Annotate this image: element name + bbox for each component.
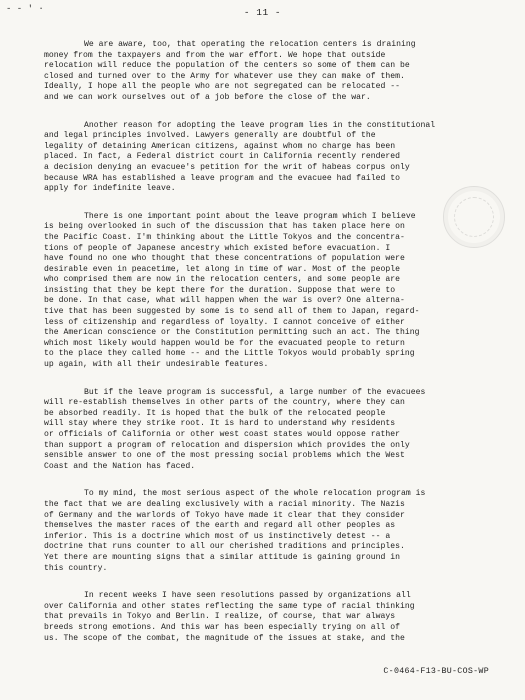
text-line: the Pacific Coast. I'm thinking about the Little Tokyos and the concentra- xyxy=(44,232,405,242)
text-line: that prevails in Tokyo and Berlin. I realize, of course, that war always xyxy=(44,612,396,622)
text-line: tions of people of Japanese ancestry which existed before evacuation. I xyxy=(44,243,391,253)
text-line: breeds strong emotions. And this war has been especially trying on all of xyxy=(44,622,401,632)
text-line: to the place they called home -- and the Little Tokyos would probably spring xyxy=(44,349,415,359)
paragraph-4 xyxy=(44,388,506,473)
text-line: relocation will reduce the population of the centers so some of them can be xyxy=(44,61,410,71)
text-line: and legal principles involved. Lawyers generally are doubtful of the xyxy=(44,131,376,141)
text-line: than support a program of relocation and dispersion which provides the only xyxy=(44,440,410,450)
text-line: To my mind, the most serious aspect of the whole relocation program is xyxy=(84,489,426,499)
text-line: We are aware, too, that operating the relocation centers is draining xyxy=(84,40,416,49)
text-line: a decision denying an evacuee's petition for the writ of habeas corpus only xyxy=(44,162,410,172)
text-line: will re-establish themselves in other parts of the country, where they can xyxy=(44,398,405,408)
text-line: us. The scope of the combat, the magnitude of the issues at stake, and the xyxy=(44,633,405,643)
text-line: the American conscience or the Constitution permitting such an act. The thing xyxy=(44,328,420,338)
text-line: insisting that they be kept there for the duration. Suppose that were to xyxy=(44,285,396,295)
text-line: apply for indefinite leave. xyxy=(44,184,176,194)
page-number: - 11 - xyxy=(243,7,282,18)
text-line: doctrine that runs counter to all our cherished traditions and principles. xyxy=(44,542,405,552)
text-line: the fact that we are dealing exclusively with a racial minority. The Nazis xyxy=(44,499,405,509)
text-line: Coast and the Nation has faced. xyxy=(44,461,196,471)
text-line: placed. In fact, a Federal district court in California recently rendered xyxy=(44,152,401,162)
text-line: which most likely would happen would be for the evacuated people to return xyxy=(44,338,405,348)
paragraph-5 xyxy=(44,489,506,574)
text-line: sensible answer to one of the most pressing social problems which the West xyxy=(44,451,405,461)
text-line: this country. xyxy=(44,563,108,573)
paragraph-6 xyxy=(44,591,506,644)
corner-mark: - - ' · xyxy=(6,4,44,14)
text-line: and we can work ourselves out of a job before the close of the war. xyxy=(44,92,371,102)
text-line: Yet there are mounting signs that a similar attitude is gaining ground in xyxy=(44,552,401,562)
text-line: or officials of California or other west coast states would oppose rather xyxy=(44,430,401,439)
text-line: legality of detaining American citizens, against whom no charge has been xyxy=(44,141,396,151)
text-line: tive that has been suggested by some is to send all of them to Japan, regard- xyxy=(44,307,420,317)
text-line: less of citizenship and regardless of loyalty. I cannot conceive of either xyxy=(44,317,405,327)
text-line: money from the taxpayers and from the war effort. We hope that outside xyxy=(44,50,386,60)
document-code: C-0464-F13-BU-COS-WP xyxy=(383,667,489,676)
text-line: There is one important point about the leave program which I believe xyxy=(84,211,416,221)
text-line: have found no one who thought that these concentrations of population were xyxy=(44,254,405,264)
text-line: because WRA has established a leave program and the evacuee had failed to xyxy=(44,173,401,183)
text-line: be done. In that case, what will happen when the war is over? One alterna- xyxy=(44,296,405,306)
text-line: Ideally, I hope all the people who are not segregated can be relocated -- xyxy=(44,82,401,92)
text-line: be absorbed readily. It is hoped that the bulk of the relocated people xyxy=(44,408,386,418)
text-line: over California and other states reflecting the same type of racial thinking xyxy=(44,601,415,611)
document-body xyxy=(44,40,506,660)
text-line: who comprised them are now in the relocation centers, and some people are xyxy=(44,275,401,285)
text-line: closed and turned over to the Army for whatever use they can make of them. xyxy=(44,71,405,81)
paragraph-2 xyxy=(44,121,506,195)
text-line: But if the leave program is successful, a large number of the evacuees xyxy=(84,387,426,397)
text-line: In recent weeks I have seen resolutions passed by organizations all xyxy=(84,591,411,601)
text-line: inferior. This is a doctrine which most of us instinctively detest -- a xyxy=(44,531,391,541)
text-line: up again, with all their undesirable features. xyxy=(44,360,269,370)
text-line: themselves the master races of the earth and regard all other peoples as xyxy=(44,521,396,531)
text-line: is being overlooked in such of the discussion that has taken place here on xyxy=(44,222,405,232)
text-line: of Germany and the warlords of Tokyo have made it clear that they consider xyxy=(44,510,405,520)
paragraph-3 xyxy=(44,212,506,371)
paragraph-1 xyxy=(44,40,506,104)
text-line: will stay where they strike root. It is hard to understand why residents xyxy=(44,419,396,429)
text-line: Another reason for adopting the leave program lies in the constitutional xyxy=(84,120,436,130)
text-line: desirable even in peacetime, let along in time of war. Most of the people xyxy=(44,264,401,274)
